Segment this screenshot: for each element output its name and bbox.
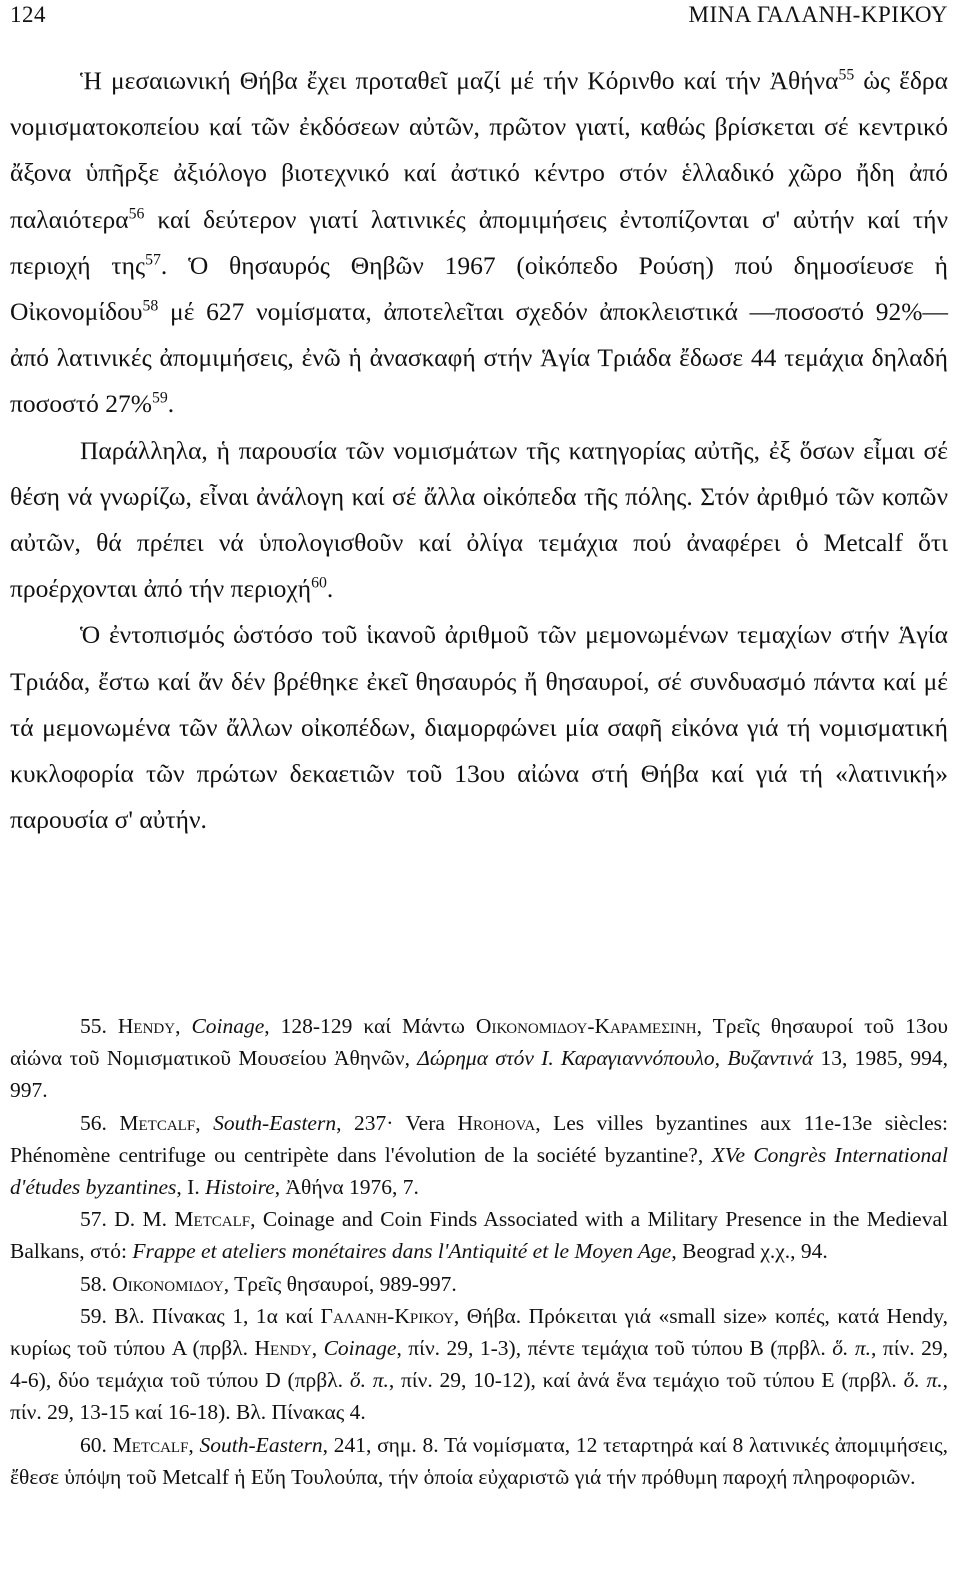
footnote-ref-58[interactable]: 58 [142,297,159,315]
footnote-60: 60. Metcalf, South-Eastern, 241, σημ. 8. Τά νομίσματα, 12 τεταρτηρά καί 8 λατινικές ἀπομιμήσεις, ἔθεσε ὑπόψη τοῦ Metcalf ἡ Εὔη Τουλούπα, τήν ὁποία εὐχαριστῶ γιά τήν πρόθυμη παροχή πληροφοριῶν. [10,1432,948,1489]
running-head: ΜΙΝΑ ΓΑΛΑΝΗ-ΚΡΙΚΟΥ [688,2,948,27]
footnote-ref-57[interactable]: 57 [145,251,161,269]
footnote-ref-55[interactable]: 55 [838,66,855,84]
paragraph-3: Ὁ ἐντοπισμός ὡστόσο τοῦ ἱκανοῦ ἀριθμοῦ τῶν μεμονωμένων τεμαχίων στήν Ἁγία Τριάδα, ἔστω καί ἄν δέν βρέθηκε ἐκεῖ θησαυρός ἤ θησαυροί, σέ συνδυασμό πάντα καί μέ τά μεμονωμένα τῶν ἄλλων οἰκοπέδων, διαμορφώνει μία σαφῆ εἰκόνα γιά τή νομισματική κυκλοφορία τῶν πρώτων δεκαετιῶν τοῦ 13ου αἰώνα στή Θήβα καί γιά τή «λατινική» παρουσία σ' αὐτήν. [10,620,948,835]
paragraph-2: Παράλληλα, ἡ παρουσία τῶν νομισμάτων τῆς κατηγορίας αὐτῆς, ἐξ ὅσων εἶμαι σέ θέση νά γνωρίζω, εἶναι ἀνάλογη καί σέ ἄλλα οἰκόπεδα τῆς πόλης. Στόν ἀριθμό τῶν κοπῶν αὐτῶν, θά πρέπει νά ὑπολογισθοῦν καί ὀλίγα τεμάχια πού ἀναφέρει ὁ Metcalf ὅτι προέρχονται ἀπό τήν περιοχή$^{60}$. [10,435,948,604]
footnotes [10,1010,948,1493]
footnote-59: 59. Βλ. Πίνακας 1, 1α καί Γαλανη-Κρικου, Θήβα. Πρόκειται γιά «small size» κοπές, κατά Hendy, κυρίως τοῦ τύπου A (πρβλ. Hendy, Coinage, πίν. 29, 1-3), πέντε τεμάχια τοῦ τύπου B (πρβλ. ὅ. π., πίν. 29, 4-6), δύο τεμάχια τοῦ τύπου D (πρβλ. ὅ. π., πίν. 29, 10-12), καί ἀνά ἕνα τεμάχιο τοῦ τύπου E (πρβλ. ὅ. π., πίν. 29, 13-15 καί 16-18). Βλ. Πίνακας 4. [10,1303,949,1425]
paragraph-1: Ἡ μεσαιωνική Θήβα ἔχει προταθεῖ μαζί μέ τήν Κόρινθο καί τήν Ἀθήνα$^{55}$ ὡς ἕδρα νομισματοκοπείου καί τῶν ἐκδόσεων αὐτῶν, πρῶτον γιατί, καθώς βρίσκεται σέ κεντρικό ἄξονα ὑπῆρξε ἀξιόλογο βιοτεχνικό καί ἀστικό κέντρο στόν ἑλλαδικό χῶρο ἤδη ἀπό παλαιότερα$^{56}$ καί δεύτερον γιατί λατινικές ἀπομιμήσεις ἐντοπίζονται σ' αὐτήν καί τήν περιοχή της$^{57}$. Ὁ θησαυρός Θηβῶν 1967 (οἰκόπεδο Ρούση) πού δημοσίευσε ἡ Οἰκονομίδου$^{58}$ μέ 627 νομίσματα, ἀποτελεῖται σχεδόν ἀποκλειστικά —ποσοστό 92%— ἀπό λατινικές ἀπομιμήσεις, ἐνῶ ἡ ἀνασκαφή στήν Ἁγία Τριάδα ἔδωσε 44 τεμάχια δηλαδή ποσοστό 27%$^{59}$. [10,66,948,419]
footnote-55: 55. Hendy, Coinage, 128-129 καί Μάντω Οικονομιδου-Καραμεσινη, Τρεῖς θησαυροί τοῦ 13ου αἰώνα τοῦ Νομισματικοῦ Μουσείου Ἀθηνῶν, Δώρημα στόν Ι. Καραγιαννόπουλο, Βυζαντινά 13, 1985, 994, 997. [10,1014,948,1103]
footnote-ref-59[interactable]: 59 [151,389,168,407]
page-header [10,2,948,38]
footnote-ref-56[interactable]: 56 [128,205,145,223]
main-text [10,58,948,843]
footnote-57: 57. D. M. Metcalf, Coinage and Coin Finds Associated with a Military Presence in the Medieval Balkans, στό: Frappe et ateliers monétaires dans l'Antiquité et le Moyen Age, Beograd χ.χ., 94. [10,1207,948,1264]
page-number: 124 [10,2,46,27]
footnote-ref-60[interactable]: 60 [311,574,327,592]
footnote-56: 56. Metcalf, South-Eastern, 237· Vera Hrohova, Les villes byzantines aux 11e-13e siècles: Phénomène centrifuge ou centripète dans l'évolution de la société byzantine?, XVe Congrès International d'études byzantines, I. Histoire, Ἀθήνα 1976, 7. [10,1110,948,1200]
footnote-58: 58. Οικονομιδου, Τρεῖς θησαυροί, 989-997. [80,1271,457,1296]
